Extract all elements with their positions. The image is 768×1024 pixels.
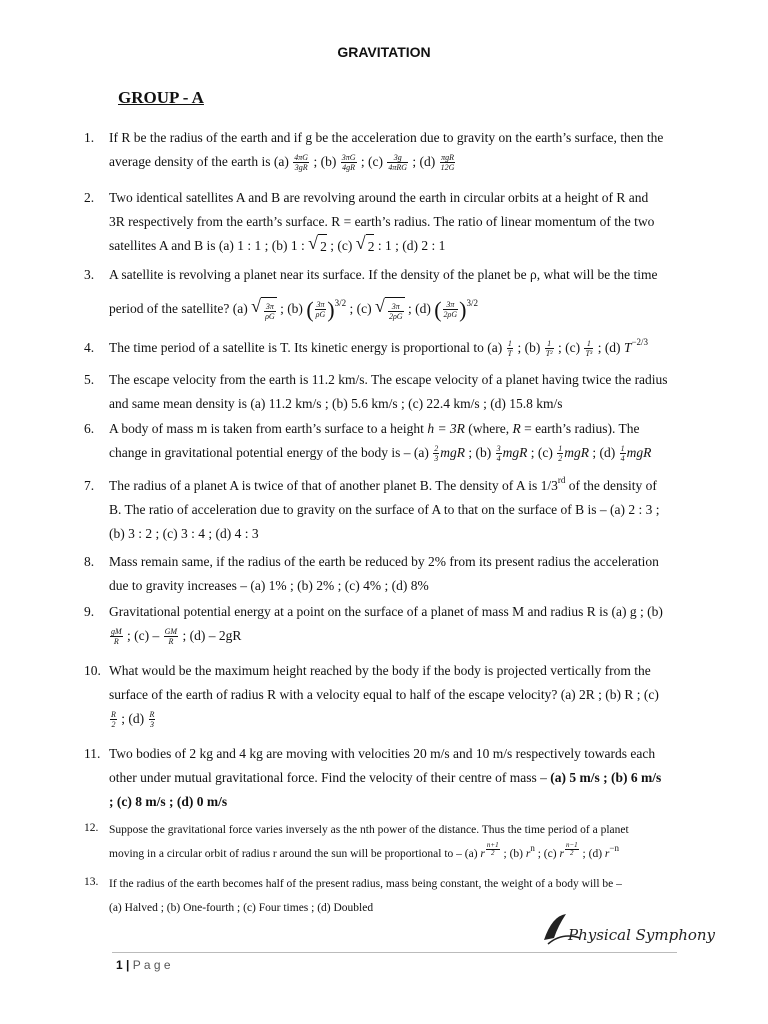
fraction: $\frac{\text{πgR}}{12G}$	[440, 153, 455, 173]
question-text: Gravitational potential energy at a point on the surface of a planet of mass M and radius R is (a) g ; (b) $\frac{gM}{R}$ ; (c) – $\frac{GM}{R}$ ; (d) – 2gR	[109, 604, 663, 647]
page-footer: 1 | P a g e	[116, 958, 171, 972]
brand-logo	[540, 910, 716, 952]
question-text: Two bodies of 2 kg and 4 kg are moving with velocities 20 m/s and 10 m/s respectively towards each other under mutual gravitational force. Find the velocity of their centre of mass – (a) 5 m/s ; (b) 6 m/s ; (c) 8 m/s ; (d) 0 m/s	[109, 746, 662, 809]
question-text: What would be the maximum height reached by the body if the body is projected vertically from the surface of the earth of radius R with a velocity equal to half of the escape velocity? (a) 2R ; (b) R ; (c) $\frac{R}{2}$ ; (d) $\frac{R}{3}$	[109, 663, 659, 730]
page-title: GRAVITATION	[337, 44, 431, 60]
page-label: P a g e	[132, 958, 171, 972]
question-text: If R be the radius of the earth and if g be the acceleration due to gravity on the earth’s surface, then the average density of the earth is (a) $\frac{4\pi G}{3gR}$ ; (b) $\frac{3\pi G}{4gR}$ ; (c) $\frac{3g}{\text{4πRG}}$ ; (d) $\frac{\text{πgR}}{12G}$	[109, 130, 664, 173]
question-text: The time period of a satellite is T. Its kinetic energy is proportional to (a) $\frac{1}{T}$ ; (b) $\frac{1}{\text{T²}}$ ; (c) $\frac{1}{\text{T³}}$ ; (d) $T^{-2/3}$	[109, 337, 649, 359]
svg-text:Physical Symphony: Physical Symphony	[568, 926, 716, 944]
section-heading: GROUP - A	[118, 88, 204, 107]
question-text: Mass remain same, if the radius of the earth be reduced by 2% from its present radius the acceleration due to gravity increases – (a) 1% ; (b) 2% ; (c) 4% ; (d) 8%	[109, 554, 659, 593]
question-text: The radius of a planet A is twice of that of another planet B. The density of A is 1/3rd of the density of B. The ratio of acceleration due to gravity on the surface of A to that on the surface of B is – (a) 2 : 3 ; (b) 3 : 2 ; (c) 3 : 4 ; (d) 4 : 3	[109, 475, 660, 541]
fraction: $\frac{4\pi G}{3gR}$	[294, 153, 309, 173]
question-text: Suppose the gravitational force varies inversely as the nth power of the distance. Thus the time period of a planet moving in a circular orbit of radius r around the sun will be proportional to – (a) r $\frac{n+1}{2}$ ; (b) $r^n$ ; (c) r $\frac{n-1}{2}$ ; (d) $r^{-n}$	[109, 824, 629, 860]
question-text: The escape velocity from the earth is 11.2 km/s. The escape velocity of a planet having twice the radius and same mean density is (a) 11.2 km/s ; (b) 5.6 km/s ; (c) 22.4 km/s ; (d) 15.8 km/s	[109, 372, 668, 411]
question-text: A satellite is revolving a planet near its surface. If the density of the planet be ρ, what will be the time period of the satellite? (a) √ $\frac{3\pi}{\rho G}$ ; (b) ( $\frac{3\pi}{\rho G}$ )$^{3/2}$ ; (c) √ $\frac{3\pi}{2\rho G}$ ; (d) ( $\frac{3\pi}{2\rho G}$ )$^{3/2}$	[109, 263, 688, 312]
footer-divider	[112, 952, 677, 953]
fraction: $\frac{3\pi G}{4gR}$	[341, 153, 356, 173]
fraction: $\frac{3g}{\text{4πRG}}$	[388, 153, 408, 173]
question-text: If the radius of the earth becomes half of the present radius, mass being constant, the weight of a body will be – (a) Halved ; (b) One-fourth ; (c) Four times ; (d) Doubled	[109, 878, 622, 914]
question-text: Two identical satellites A and B are revolving around the earth in circular orbits at a height of R and 3R respectively from the earth’s surface. R = earth’s radius. The ratio of linear momentum of the two satellites A and B is (a) 1 : 1 ; (b) 1 : √ 2 ; (c) √ 2 : 1 ; (d) 2 : 1	[109, 186, 688, 259]
page-number: 1	[116, 958, 123, 972]
question-text: A body of mass m is taken from earth’s surface to a height h = 3R (where, R = earth’s radius). The change in gravitational potential energy of the body is – (a) $\frac{2}{3}$ mgR ; (b) $\frac{3}{4}$ mgR ; (c) $\frac{1}{2}$ mgR ; (d) $\frac{1}{4}$ mgR	[109, 421, 652, 464]
